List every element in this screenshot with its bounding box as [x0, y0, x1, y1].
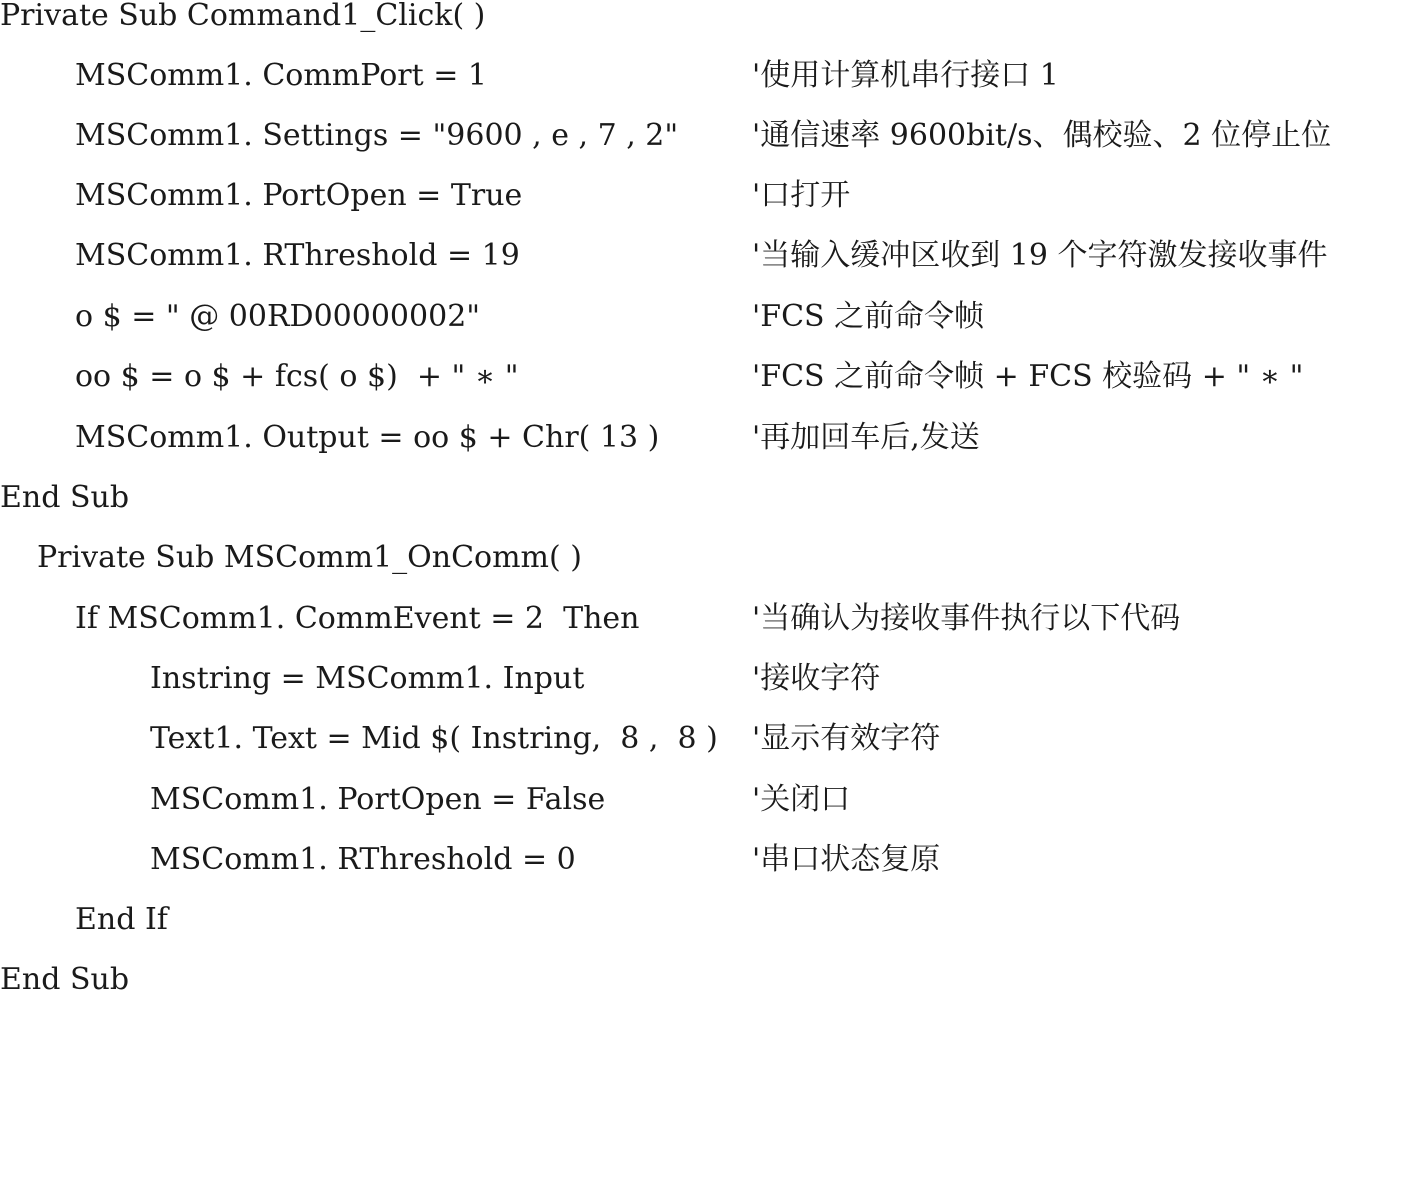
code-text: Text1. Text = Mid $( Instring, 8 , 8 ) — [150, 721, 718, 756]
code-comment: '使用计算机串行接口 1 — [752, 58, 1059, 93]
code-text: MSComm1. Settings = "9600 , e , 7 , 2" — [75, 118, 679, 153]
code-comment: '串口状态复原 — [752, 842, 941, 877]
code-comment: '口打开 — [752, 178, 851, 213]
code-line — [0, 166, 1417, 226]
code-text: Instring = MSComm1. Input — [150, 661, 585, 696]
code-comment: '再加回车后,发送 — [752, 420, 980, 455]
code-line — [0, 589, 1417, 649]
code-text: End If — [75, 902, 168, 937]
code-comment: '当确认为接收事件执行以下代码 — [752, 601, 1181, 636]
code-line — [0, 287, 1417, 347]
code-comment: 'FCS 之前命令帧 + FCS 校验码 + " ∗ " — [752, 359, 1304, 394]
code-line — [0, 528, 1417, 588]
code-text: MSComm1. CommPort = 1 — [75, 58, 487, 93]
code-line — [0, 830, 1417, 890]
code-line — [0, 709, 1417, 769]
code-line — [0, 347, 1417, 407]
code-text: MSComm1. PortOpen = False — [150, 782, 606, 817]
code-text: Private Sub Command1_Click( ) — [0, 0, 486, 33]
code-line — [0, 770, 1417, 830]
code-line — [0, 649, 1417, 709]
code-text: MSComm1. RThreshold = 0 — [150, 842, 576, 877]
code-line — [0, 468, 1417, 528]
code-line — [0, 0, 1417, 46]
code-comment: '接收字符 — [752, 661, 881, 696]
code-comment: '显示有效字符 — [752, 721, 941, 756]
code-line — [0, 408, 1417, 468]
code-text: If MSComm1. CommEvent = 2 Then — [75, 601, 640, 636]
code-line — [0, 46, 1417, 106]
code-text: End Sub — [0, 962, 130, 997]
code-line — [0, 890, 1417, 950]
code-line — [0, 106, 1417, 166]
code-comment: '关闭口 — [752, 782, 851, 817]
code-line — [0, 226, 1417, 286]
code-text: End Sub — [0, 480, 130, 515]
code-comment: '通信速率 9600bit/s、偶校验、2 位停止位 — [752, 118, 1332, 153]
code-text: Private Sub MSComm1_OnComm( ) — [37, 540, 582, 575]
code-text: MSComm1. RThreshold = 19 — [75, 238, 520, 273]
code-comment: '当输入缓冲区收到 19 个字符激发接收事件 — [752, 238, 1328, 273]
code-text: MSComm1. PortOpen = True — [75, 178, 523, 213]
code-text: o $ = " @ 00RD00000002" — [75, 299, 481, 334]
code-comment: 'FCS 之前命令帧 — [752, 299, 985, 334]
code-text: oo $ = o $ + fcs( o $) + " ∗ " — [75, 359, 519, 394]
code-text: MSComm1. Output = oo $ + Chr( 13 ) — [75, 420, 660, 455]
code-line — [0, 950, 1417, 1010]
